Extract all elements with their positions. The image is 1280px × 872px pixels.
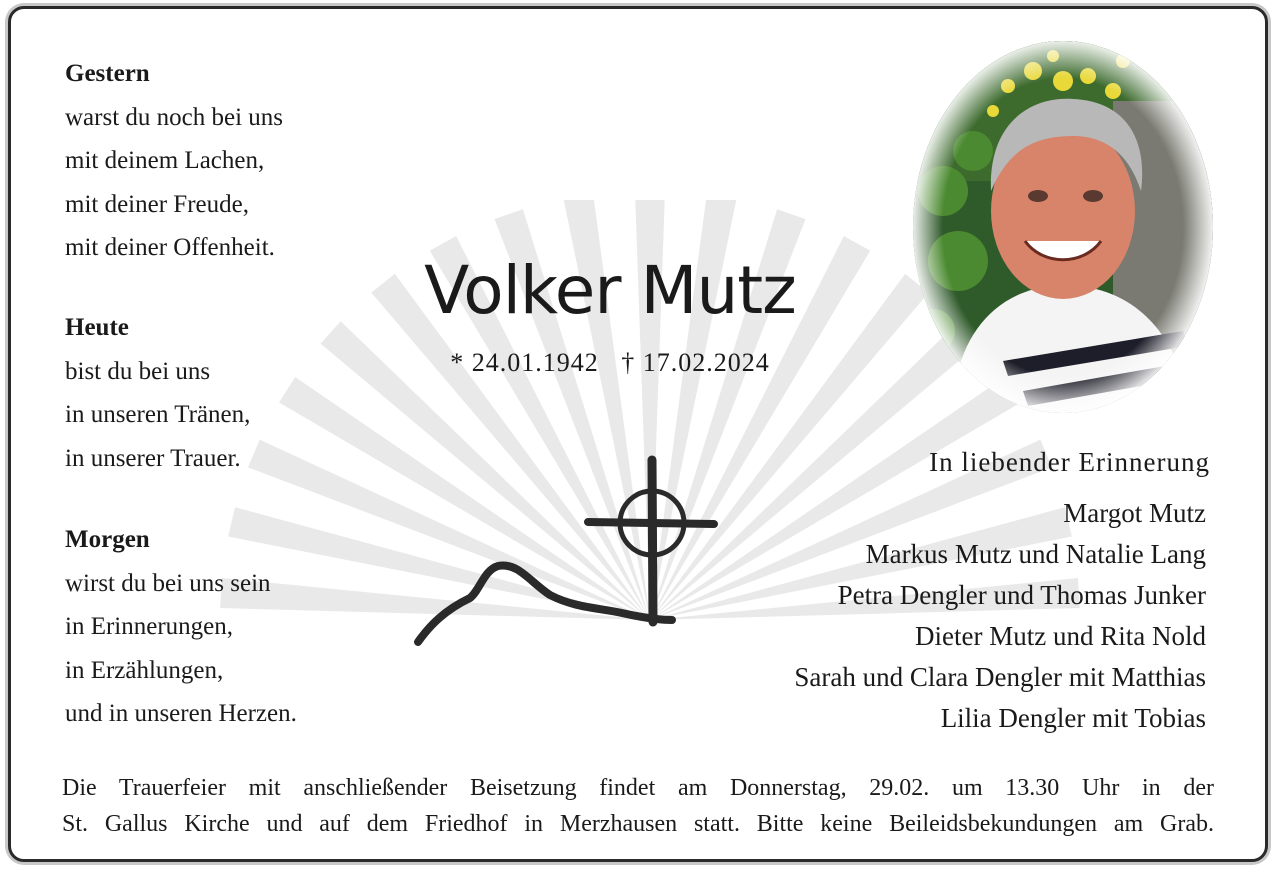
portrait-photo	[913, 41, 1213, 413]
cross-on-hill-icon	[400, 450, 730, 660]
deceased-name: Volker Mutz	[424, 252, 796, 329]
family-member: Dieter Mutz und Rita Nold	[915, 621, 1206, 651]
life-dates: * 24.01.1942 † 17.02.2024	[450, 348, 770, 377]
family-member: Margot Mutz	[1063, 498, 1206, 528]
poem-stanza-today	[65, 306, 250, 480]
poem-line: in unseren Tränen,	[65, 401, 251, 428]
poem-line: mit deiner Offenheit.	[65, 234, 275, 261]
poem-stanza-yesterday	[65, 52, 283, 270]
poem-line: mit deinem Lachen,	[65, 147, 265, 174]
stanza-heading: Morgen	[65, 526, 150, 553]
portrait-image	[913, 41, 1213, 413]
family-member: Petra Dengler und Thomas Junker	[837, 580, 1206, 610]
family-member: Sarah und Clara Dengler mit Matthias	[794, 662, 1206, 692]
poem-line: wirst du bei uns sein	[65, 569, 271, 597]
poem-line: mit deiner Freude,	[65, 190, 249, 218]
poem-line: in Erzählungen,	[65, 656, 224, 684]
stanza-heading: Gestern	[65, 60, 150, 87]
funeral-notice	[62, 770, 1214, 842]
family-member: Lilia Dengler mit Tobias	[940, 703, 1206, 733]
stanza-heading: Heute	[65, 314, 129, 341]
poem-line: in unserer Trauer.	[65, 444, 241, 472]
poem-line: warst du noch bei uns	[65, 103, 284, 131]
family-member: Markus Mutz und Natalie Lang	[865, 539, 1206, 569]
poem-stanza-tomorrow	[65, 518, 297, 736]
poem-line: in Erinnerungen,	[65, 613, 234, 640]
memory-title: In liebender Erinnerung	[929, 447, 1210, 477]
family-list	[794, 493, 1206, 739]
poem-line: und in unseren Herzen.	[65, 700, 297, 727]
notice-line: St. Gallus Kirche und auf dem Friedhof in Merzhausen statt. Bitte keine Beileidsbekundungen am Grab.	[62, 811, 1214, 837]
notice-line: Die Trauerfeier mit anschließender Beisetzung findet am Donnerstag, 29.02. um 13.30 Uhr in der	[62, 775, 1214, 801]
poem-line: bist du bei uns	[65, 357, 211, 385]
